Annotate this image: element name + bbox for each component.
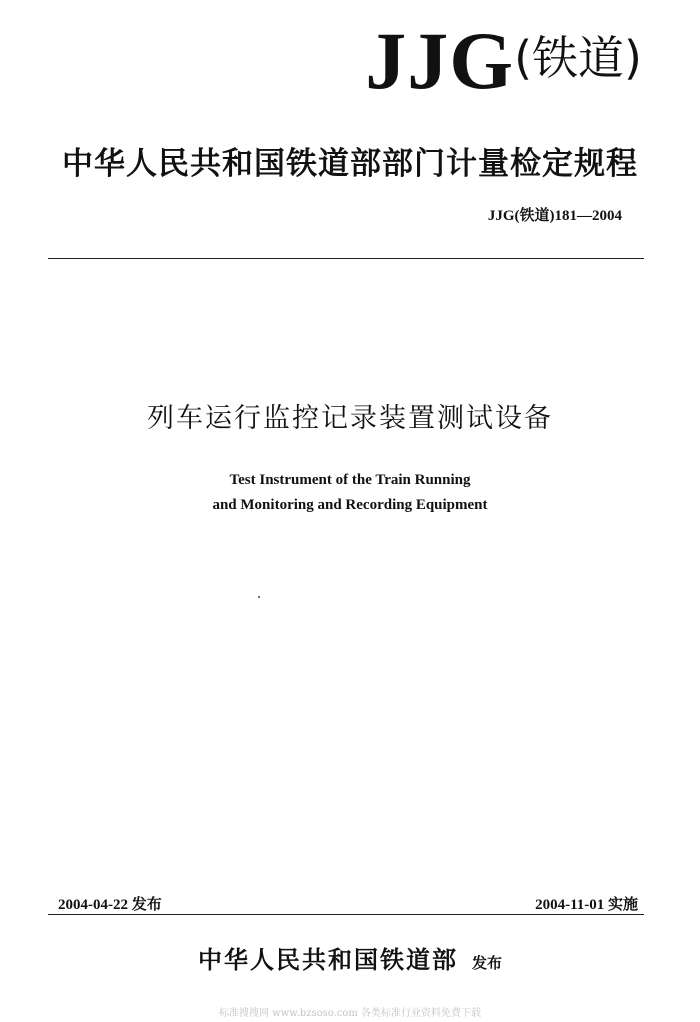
chinese-title: 列车运行监控记录装置测试设备 (147, 403, 553, 434)
scan-speck (258, 596, 260, 598)
effective-date: 2004-11-01 实施 (535, 897, 638, 913)
document-number: JJG(铁道)181—2004 (487, 208, 622, 224)
issuer (0, 940, 700, 975)
code-latin: JJG (365, 15, 515, 106)
series-title: 中华人民共和国铁道部部门计量检定规程 (62, 146, 638, 182)
issuer-organization: 中华人民共和国铁道部 (197, 946, 458, 974)
english-title (0, 468, 700, 518)
bottom-divider (48, 914, 644, 915)
watermark-text: 标准搜搜网 www.bzsoso.com 各类标准行业资料免费下载 (218, 1008, 482, 1019)
issue-date: 2004-04-22 发布 (58, 897, 162, 913)
code-cn: (铁道) (514, 31, 642, 85)
standard-code-header (365, 15, 642, 106)
english-title-line-2: and Monitoring and Recording Equipment (212, 497, 488, 513)
issuer-action: 发布 (471, 954, 502, 972)
english-title-line-1: Test Instrument of the Train Running (229, 472, 471, 488)
top-divider (48, 258, 644, 259)
